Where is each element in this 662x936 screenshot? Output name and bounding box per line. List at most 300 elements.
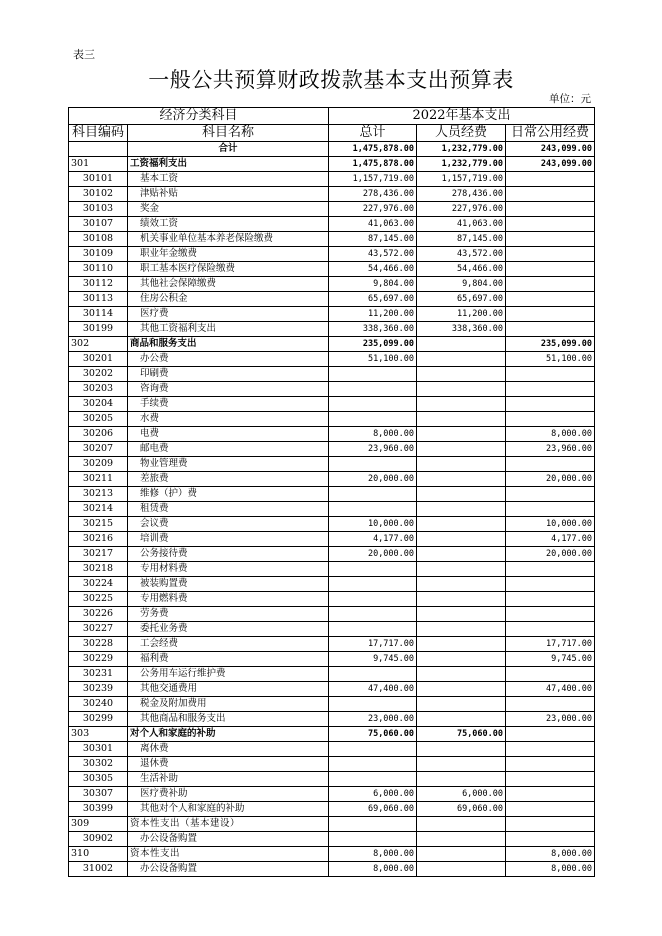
table-row (69, 517, 595, 532)
table-row (69, 562, 595, 577)
row-public (506, 727, 595, 742)
row-personnel (417, 367, 506, 382)
table-row (69, 292, 595, 307)
row-public (506, 697, 595, 712)
row-total: 41,063.00 (329, 217, 417, 232)
row-public (506, 607, 595, 622)
row-personnel: 87,145.00 (417, 232, 506, 247)
row-personnel: 43,572.00 (417, 247, 506, 262)
row-code: 30108 (69, 232, 128, 247)
row-public (506, 457, 595, 472)
table-row (69, 472, 595, 487)
row-name: 福利费 (128, 652, 329, 667)
row-public (506, 172, 595, 187)
row-personnel: 11,200.00 (417, 307, 506, 322)
row-name: 水费 (128, 412, 329, 427)
row-code: 303 (69, 727, 128, 742)
row-public: 243,099.00 (506, 142, 595, 157)
row-personnel (417, 532, 506, 547)
row-name: 资本性支出（基本建设） (128, 817, 329, 832)
table-row (69, 232, 595, 247)
row-name: 其他对个人和家庭的补助 (128, 802, 329, 817)
row-personnel (417, 862, 506, 877)
row-public: 17,717.00 (506, 637, 595, 652)
table-row (69, 802, 595, 817)
row-total (329, 487, 417, 502)
row-total (329, 367, 417, 382)
row-public (506, 292, 595, 307)
row-personnel (417, 592, 506, 607)
header-basic-expenditure: 2022年基本支出 (329, 108, 595, 125)
row-public (506, 217, 595, 232)
row-public (506, 502, 595, 517)
row-total (329, 772, 417, 787)
row-name: 对个人和家庭的补助 (128, 727, 329, 742)
row-total: 9,804.00 (329, 277, 417, 292)
row-personnel (417, 382, 506, 397)
row-public (506, 382, 595, 397)
row-public: 8,000.00 (506, 847, 595, 862)
row-code: 30204 (69, 397, 128, 412)
row-code: 30201 (69, 352, 128, 367)
row-code: 30231 (69, 667, 128, 682)
row-code: 30107 (69, 217, 128, 232)
table-row (69, 637, 595, 652)
row-total: 338,360.00 (329, 322, 417, 337)
row-public (506, 262, 595, 277)
row-code: 30203 (69, 382, 128, 397)
row-personnel (417, 397, 506, 412)
row-public (506, 247, 595, 262)
row-code: 30109 (69, 247, 128, 262)
row-name: 绩效工资 (128, 217, 329, 232)
table-row (69, 442, 595, 457)
header-public: 日常公用经费 (506, 125, 595, 142)
row-personnel (417, 412, 506, 427)
table-row (69, 682, 595, 697)
row-total (329, 622, 417, 637)
row-personnel (417, 562, 506, 577)
table-row (69, 277, 595, 292)
row-personnel (417, 502, 506, 517)
row-code: 301 (69, 157, 128, 172)
row-code: 30214 (69, 502, 128, 517)
row-public (506, 772, 595, 787)
table-row (69, 352, 595, 367)
row-personnel (417, 577, 506, 592)
row-total: 23,960.00 (329, 442, 417, 457)
row-code: 30110 (69, 262, 128, 277)
row-name: 职工基本医疗保险缴费 (128, 262, 329, 277)
row-personnel (417, 772, 506, 787)
row-name: 其他交通费用 (128, 682, 329, 697)
row-code: 30299 (69, 712, 128, 727)
row-total (329, 667, 417, 682)
row-total: 8,000.00 (329, 427, 417, 442)
row-personnel: 6,000.00 (417, 787, 506, 802)
row-personnel: 278,436.00 (417, 187, 506, 202)
row-code: 30101 (69, 172, 128, 187)
row-name: 专用材料费 (128, 562, 329, 577)
table-row (69, 742, 595, 757)
row-code: 30239 (69, 682, 128, 697)
row-code: 30205 (69, 412, 128, 427)
row-public: 23,960.00 (506, 442, 595, 457)
row-total (329, 457, 417, 472)
row-total: 51,100.00 (329, 352, 417, 367)
row-total: 10,000.00 (329, 517, 417, 532)
table-row (69, 787, 595, 802)
unit-label: 单位：元 (549, 93, 591, 105)
row-name: 基本工资 (128, 172, 329, 187)
row-code: 30207 (69, 442, 128, 457)
row-personnel (417, 847, 506, 862)
row-code: 30213 (69, 487, 128, 502)
row-name: 工资福利支出 (128, 157, 329, 172)
row-code: 30202 (69, 367, 128, 382)
table-row (69, 397, 595, 412)
row-name: 租赁费 (128, 502, 329, 517)
row-total: 235,099.00 (329, 337, 417, 352)
row-public (506, 667, 595, 682)
row-name: 商品和服务支出 (128, 337, 329, 352)
row-code: 30399 (69, 802, 128, 817)
row-public (506, 802, 595, 817)
table-row (69, 712, 595, 727)
row-total (329, 412, 417, 427)
row-public (506, 187, 595, 202)
row-public (506, 787, 595, 802)
row-personnel (417, 547, 506, 562)
table-row (69, 157, 595, 172)
row-public: 4,177.00 (506, 532, 595, 547)
table-row (69, 862, 595, 877)
table-row (69, 307, 595, 322)
row-personnel (417, 682, 506, 697)
row-name: 委托业务费 (128, 622, 329, 637)
row-public (506, 592, 595, 607)
row-personnel (417, 757, 506, 772)
table-row (69, 202, 595, 217)
table-row (69, 817, 595, 832)
row-name: 职业年金缴费 (128, 247, 329, 262)
row-name: 维修（护）费 (128, 487, 329, 502)
row-total: 20,000.00 (329, 547, 417, 562)
row-total: 4,177.00 (329, 532, 417, 547)
row-public (506, 817, 595, 832)
row-public (506, 577, 595, 592)
table-row (69, 727, 595, 742)
table-row (69, 367, 595, 382)
row-name: 津贴补贴 (128, 187, 329, 202)
row-code: 30103 (69, 202, 128, 217)
row-name: 公务接待费 (128, 547, 329, 562)
table-row (69, 382, 595, 397)
row-personnel (417, 697, 506, 712)
row-total: 87,145.00 (329, 232, 417, 247)
row-name: 办公设备购置 (128, 862, 329, 877)
row-total: 1,157,719.00 (329, 172, 417, 187)
table-row (69, 337, 595, 352)
table-row (69, 622, 595, 637)
table-row (69, 697, 595, 712)
row-name: 工会经费 (128, 637, 329, 652)
row-total: 8,000.00 (329, 862, 417, 877)
row-total: 54,466.00 (329, 262, 417, 277)
row-public: 51,100.00 (506, 352, 595, 367)
row-total: 47,400.00 (329, 682, 417, 697)
row-name: 专用燃料费 (128, 592, 329, 607)
row-code: 30218 (69, 562, 128, 577)
row-code: 30209 (69, 457, 128, 472)
row-public (506, 397, 595, 412)
row-public (506, 832, 595, 847)
row-name: 其他工资福利支出 (128, 322, 329, 337)
row-code: 30199 (69, 322, 128, 337)
row-name: 培训费 (128, 532, 329, 547)
row-personnel (417, 517, 506, 532)
row-code: 30102 (69, 187, 128, 202)
table-row (69, 667, 595, 682)
row-total: 17,717.00 (329, 637, 417, 652)
row-personnel (417, 712, 506, 727)
row-public: 23,000.00 (506, 712, 595, 727)
row-total (329, 382, 417, 397)
row-personnel (417, 472, 506, 487)
row-name: 邮电费 (128, 442, 329, 457)
row-code: 30227 (69, 622, 128, 637)
row-name: 劳务费 (128, 607, 329, 622)
row-personnel (417, 667, 506, 682)
row-name: 奖金 (128, 202, 329, 217)
row-personnel (417, 622, 506, 637)
row-total (329, 832, 417, 847)
row-personnel (417, 337, 506, 352)
row-public (506, 307, 595, 322)
header-total: 总计 (329, 125, 417, 142)
table-row (69, 757, 595, 772)
budget-table (68, 107, 595, 877)
row-code: 30902 (69, 832, 128, 847)
row-total: 75,060.00 (329, 727, 417, 742)
row-public: 8,000.00 (506, 427, 595, 442)
row-name: 手续费 (128, 397, 329, 412)
row-code: 30114 (69, 307, 128, 322)
row-name: 离休费 (128, 742, 329, 757)
row-public (506, 742, 595, 757)
row-code: 30217 (69, 547, 128, 562)
row-code (69, 142, 128, 157)
row-code: 30225 (69, 592, 128, 607)
row-personnel: 1,232,779.00 (417, 157, 506, 172)
row-code: 30224 (69, 577, 128, 592)
row-total (329, 397, 417, 412)
row-code: 309 (69, 817, 128, 832)
row-code: 30226 (69, 607, 128, 622)
row-total: 69,060.00 (329, 802, 417, 817)
row-code: 30112 (69, 277, 128, 292)
row-name: 办公设备购置 (128, 832, 329, 847)
row-code: 30206 (69, 427, 128, 442)
row-public (506, 487, 595, 502)
row-total (329, 577, 417, 592)
row-code: 30301 (69, 742, 128, 757)
row-name: 印刷费 (128, 367, 329, 382)
row-total (329, 502, 417, 517)
row-total: 43,572.00 (329, 247, 417, 262)
table-row (69, 262, 595, 277)
row-total (329, 742, 417, 757)
row-total: 1,475,878.00 (329, 142, 417, 157)
row-name: 会议费 (128, 517, 329, 532)
row-public: 8,000.00 (506, 862, 595, 877)
row-total: 20,000.00 (329, 472, 417, 487)
row-code: 30113 (69, 292, 128, 307)
row-name: 退休费 (128, 757, 329, 772)
table-row (69, 142, 595, 157)
table-row (69, 652, 595, 667)
table-row (69, 847, 595, 862)
row-personnel (417, 427, 506, 442)
header-name: 科目名称 (128, 125, 329, 142)
row-personnel (417, 442, 506, 457)
row-name: 办公费 (128, 352, 329, 367)
header-personnel: 人员经费 (417, 125, 506, 142)
row-public (506, 622, 595, 637)
row-personnel: 338,360.00 (417, 322, 506, 337)
row-personnel: 1,157,719.00 (417, 172, 506, 187)
header-code: 科目编码 (69, 125, 128, 142)
row-public (506, 562, 595, 577)
row-personnel: 9,804.00 (417, 277, 506, 292)
table-row (69, 547, 595, 562)
table-row (69, 217, 595, 232)
row-public: 235,099.00 (506, 337, 595, 352)
row-public (506, 277, 595, 292)
row-name: 资本性支出 (128, 847, 329, 862)
row-public (506, 322, 595, 337)
row-public: 10,000.00 (506, 517, 595, 532)
row-total (329, 757, 417, 772)
row-personnel (417, 457, 506, 472)
row-public (506, 232, 595, 247)
row-name: 公务用车运行维护费 (128, 667, 329, 682)
row-personnel: 75,060.00 (417, 727, 506, 742)
row-public (506, 757, 595, 772)
row-name: 机关事业单位基本养老保险缴费 (128, 232, 329, 247)
table-row (69, 487, 595, 502)
row-name: 医疗费 (128, 307, 329, 322)
table-row (69, 172, 595, 187)
table-row (69, 457, 595, 472)
table-row (69, 502, 595, 517)
table-row (69, 832, 595, 847)
row-name: 被装购置费 (128, 577, 329, 592)
row-code: 30305 (69, 772, 128, 787)
row-code: 30229 (69, 652, 128, 667)
table-row (69, 187, 595, 202)
row-personnel: 41,063.00 (417, 217, 506, 232)
row-personnel (417, 742, 506, 757)
table-body (69, 142, 595, 877)
table-number-label: 表三 (73, 48, 95, 61)
row-name: 其他社会保障缴费 (128, 277, 329, 292)
table-row (69, 532, 595, 547)
row-code: 30240 (69, 697, 128, 712)
row-name: 住房公积金 (128, 292, 329, 307)
row-personnel: 1,232,779.00 (417, 142, 506, 157)
row-total (329, 592, 417, 607)
row-total: 23,000.00 (329, 712, 417, 727)
row-personnel (417, 352, 506, 367)
row-code: 30215 (69, 517, 128, 532)
row-public: 9,745.00 (506, 652, 595, 667)
row-personnel: 69,060.00 (417, 802, 506, 817)
row-total: 65,697.00 (329, 292, 417, 307)
row-name: 税金及附加费用 (128, 697, 329, 712)
row-code: 30228 (69, 637, 128, 652)
row-personnel (417, 607, 506, 622)
header-economic-classification: 经济分类科目 (69, 108, 329, 125)
row-name: 物业管理费 (128, 457, 329, 472)
row-total (329, 562, 417, 577)
row-name: 咨询费 (128, 382, 329, 397)
row-total (329, 607, 417, 622)
row-public (506, 412, 595, 427)
row-public: 47,400.00 (506, 682, 595, 697)
row-total: 8,000.00 (329, 847, 417, 862)
row-total: 6,000.00 (329, 787, 417, 802)
table-row (69, 427, 595, 442)
row-personnel (417, 652, 506, 667)
row-total (329, 817, 417, 832)
row-code: 310 (69, 847, 128, 862)
row-name: 医疗费补助 (128, 787, 329, 802)
row-code: 30216 (69, 532, 128, 547)
row-personnel (417, 817, 506, 832)
table-row (69, 412, 595, 427)
row-personnel: 65,697.00 (417, 292, 506, 307)
row-code: 302 (69, 337, 128, 352)
row-total (329, 697, 417, 712)
row-name: 合计 (128, 142, 329, 157)
row-code: 30307 (69, 787, 128, 802)
table-row (69, 772, 595, 787)
row-name: 其他商品和服务支出 (128, 712, 329, 727)
row-personnel: 227,976.00 (417, 202, 506, 217)
table-row (69, 322, 595, 337)
row-total: 1,475,878.00 (329, 157, 417, 172)
row-public: 243,099.00 (506, 157, 595, 172)
row-total: 9,745.00 (329, 652, 417, 667)
row-total: 278,436.00 (329, 187, 417, 202)
row-personnel (417, 487, 506, 502)
row-total: 227,976.00 (329, 202, 417, 217)
row-name: 差旅费 (128, 472, 329, 487)
table-row (69, 247, 595, 262)
table-row (69, 577, 595, 592)
table-row (69, 607, 595, 622)
row-public (506, 202, 595, 217)
row-code: 30302 (69, 757, 128, 772)
row-name: 电费 (128, 427, 329, 442)
row-personnel (417, 637, 506, 652)
page-title: 一般公共预算财政拨款基本支出预算表 (148, 68, 514, 92)
row-name: 生活补助 (128, 772, 329, 787)
row-personnel (417, 832, 506, 847)
row-public: 20,000.00 (506, 472, 595, 487)
row-public: 20,000.00 (506, 547, 595, 562)
